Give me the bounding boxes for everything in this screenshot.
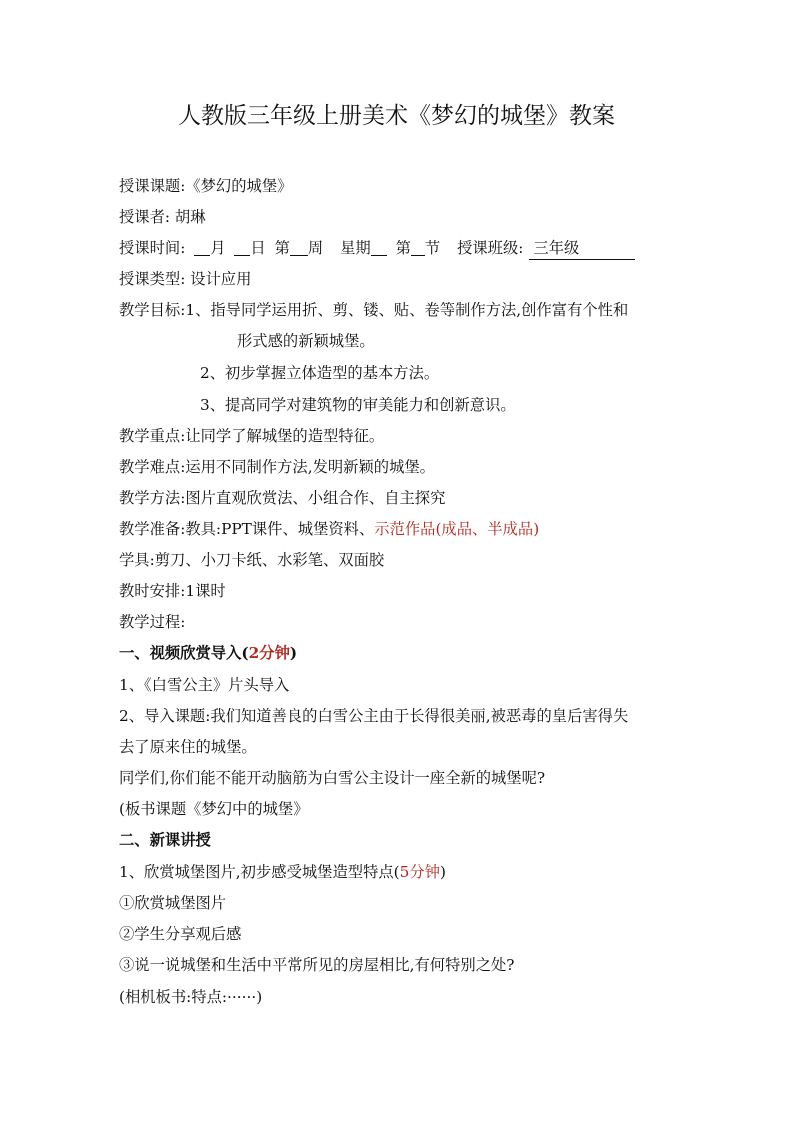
class-value: 三年级 [529,237,635,260]
day-text: 日 [250,239,266,257]
method-line: 教学方法:图片直观欣赏法、小组合作、自主探究 [119,489,446,507]
week-blank [290,239,308,256]
section1-heading [119,642,297,664]
section1-step-4: (板书课题《梦幻中的城堡》 [119,800,309,818]
section2-item-3: ③说一说城堡和生活中平常所见的房屋相比,有何特别之处? [119,956,515,974]
time-line [119,237,635,260]
section1-heading-end: ) [289,644,298,662]
section2-step-1 [119,861,446,883]
week-prefix: 第 [274,239,290,257]
section1-step-3: 同学们,你们能不能开动脑筋为白雪公主设计一座全新的城堡呢? [119,769,546,787]
day-blank [234,239,250,256]
weekday-blank [371,239,387,256]
key-point-line: 教学重点:让同学了解城堡的造型特征。 [119,427,385,445]
section2-step-1-duration: 5分钟 [399,863,440,881]
month-blank [194,239,210,256]
prep-line [119,518,539,540]
section1-step-2b: 去了原来住的城堡。 [119,738,257,756]
prep-text: 教学准备:教具:PPT课件、城堡资料、 [119,520,375,538]
tools-line: 学具:剪刀、小刀卡纸、水彩笔、双面胶 [119,551,385,569]
teacher-line: 授课者: 胡琳 [119,208,206,226]
section2-heading: 二、新课讲授 [119,831,211,849]
weekday-text: 星期 [340,239,371,257]
section1-step-2a: 2、导入课题:我们知道善良的白雪公主由于长得很美丽,被恶毒的皇后害得失 [119,707,629,725]
goal-3: 3、提高同学对建筑物的审美能力和创新意识。 [200,396,516,414]
goals-line-1 [119,299,628,321]
period-suffix: 节 [424,239,441,257]
section2-item-1: ①欣赏城堡图片 [119,894,227,912]
schedule-line: 教时安排:1课时 [119,582,226,600]
section1-heading-text: 一、视频欣赏导入( [119,644,249,662]
goals-label: 教学目标: [119,301,186,319]
section1-step-1: 1、《白雪公主》片头导入 [119,676,290,694]
week-suffix: 周 [307,239,324,257]
process-line: 教学过程: [119,613,186,631]
period-prefix: 第 [395,239,411,257]
type-line: 授课类型: 设计应用 [119,270,252,288]
page-title: 人教版三年级上册美术《梦幻的城堡》教案 [178,103,615,129]
goal-1b: 形式感的新颖城堡。 [237,332,375,350]
month-text: 月 [210,239,226,257]
goal-2: 2、初步掌握立体造型的基本方法。 [200,364,440,382]
period-blank [411,239,425,256]
time-label: 授课时间: [119,239,186,257]
section2-item-2: ②学生分享观后感 [119,925,242,943]
prep-red-text: 示范作品(成品、半成品) [374,520,540,538]
section1-heading-duration: 2分钟 [248,644,290,662]
class-label: 授课班级: [457,239,524,257]
section2-item-4: (相机板书:特点:······) [119,988,263,1006]
topic-line: 授课课题:《梦幻的城堡》 [119,177,293,195]
difficulty-line: 教学难点:运用不同制作方法,发明新颖的城堡。 [119,458,435,476]
section2-step-1-text: 1、欣赏城堡图片,初步感受城堡造型特点( [119,863,400,881]
section2-step-1-end: ) [439,863,446,881]
goal-1a: 1、指导同学运用折、剪、镂、贴、卷等制作方法,创作富有个性和 [185,301,629,319]
